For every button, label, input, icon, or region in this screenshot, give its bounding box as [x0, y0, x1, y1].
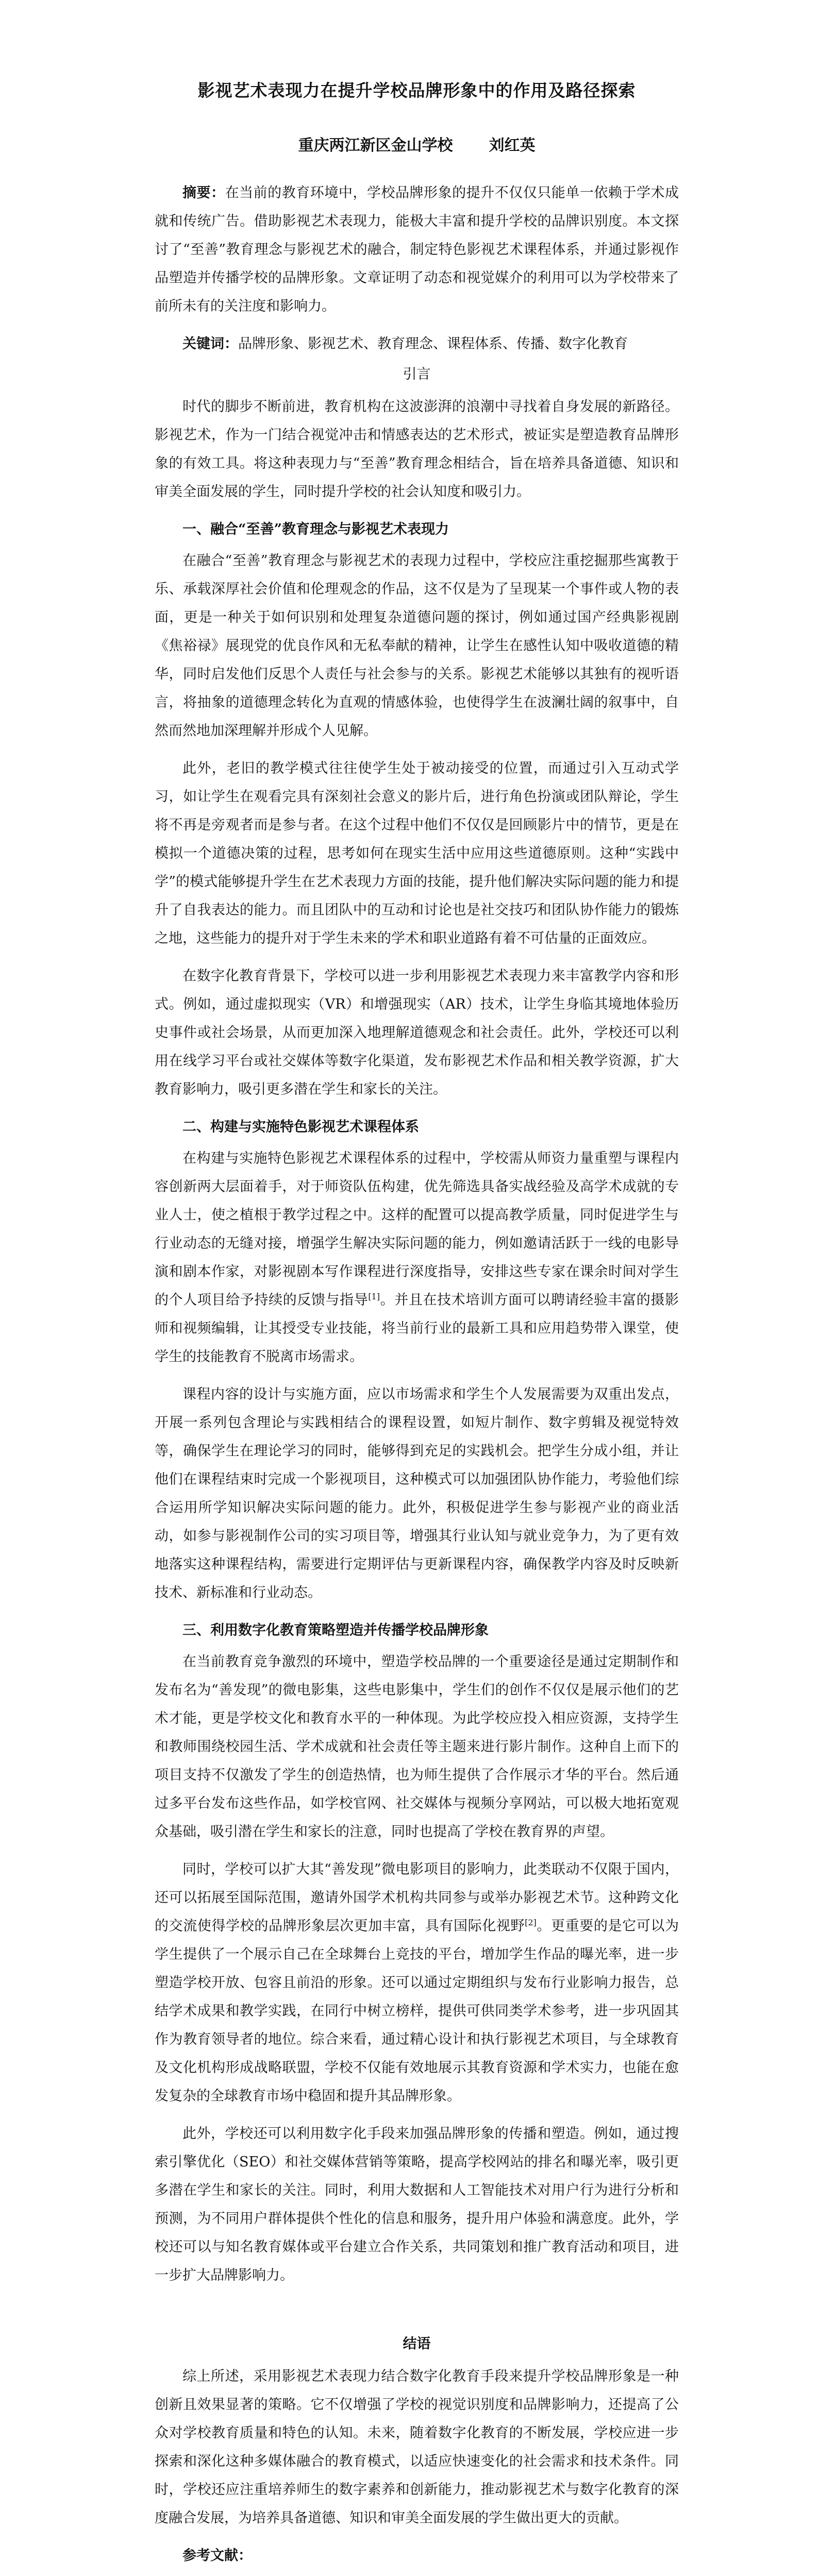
- intro-paragraph: 时代的脚步不断前进，教育机构在这波澎湃的浪潮中寻找着自身发展的新路径。影视艺术，作为一门结合视觉冲击和情感表达的艺术形式，被证实是塑造教育品牌形象的有效工具。将这种表现力与“至善”教育理念相结合，旨在培养具备道德、知识和审美全面发展的学生，同时提升学校的社会认知度和吸引力。: [155, 399, 679, 500]
- keywords-text: 品牌形象、影视艺术、教育理念、课程体系、传播、数字化教育: [238, 336, 628, 352]
- author-byline: [155, 132, 679, 155]
- section-1-paragraph-2: 此外，老旧的教学模式往往使学生处于被动接受的位置，而通过引入互动式学习，如让学生在观看完具有深刻社会意义的影片后，进行角色扮演或团队辩论，学生将不再是旁观者而是参与者。在这个过程中他们不仅仅是回顾影片中的情节，更是在模拟一个道德决策的过程，思考如何在现实生活中应用这些道德原则。这种“实践中学”的模式能够提升学生在艺术表现力方面的技能，提升他们解决实际问题的能力和提升了自我表达的能力。而且团队中的互动和讨论也是社交技巧和团队协作能力的锻炼之地，这些能力的提升对于学生未来的学术和职业道路有着不可估量的正面效应。: [155, 760, 679, 946]
- section-3-paragraph-2-text: 同时，学校可以扩大其“善发现”微电影项目的影响力，此类联动不仅限于国内，还可以拓展至国际范围，邀请外国学术机构共同参与或举办影视艺术节。这种跨文化的交流使得学校的品牌形象层次更加丰富，具有国际化视野: [155, 1861, 679, 1934]
- section-3-paragraph-2: [155, 1855, 679, 2110]
- section-2-paragraph-1-tail: 。并且在技术培训方面可以聘请经验丰富的摄影师和视频编辑，让其授受专业技能，将当前行业的最新工具和应用趋势带入课堂，使学生的技能教育不脱离市场需求。: [155, 1292, 679, 1365]
- author-name: 刘红英: [489, 137, 536, 155]
- intro-heading: 引言: [403, 366, 431, 382]
- section-3-heading: 三、利用数字化教育策略塑造并传播学校品牌形象: [182, 1622, 489, 1638]
- section-2-heading: 二、构建与实施特色影视艺术课程体系: [182, 1119, 419, 1135]
- conclusion-heading: 结语: [403, 2336, 431, 2352]
- section-3-paragraph-1: 在当前教育竞争激烈的环境中，塑造学校品牌的一个重要途径是通过定期制作和发布名为“善发现”的微电影集，这些电影集中，学生们的创作不仅仅是展示他们的艺术才能，更是学校文化和教育水平的一种体现。为此学校应投入相应资源，支持学生和教师围绕校园生活、学术成就和社会责任等主题来进行影片制作。这种自上而下的项目支持不仅激发了学生的创造热情，也为师生提供了合作展示才华的平台。然后通过多平台发布这些作品，如学校官网、社交媒体与视频分享网站，可以极大地拓宽观众基础，吸引潜在学生和家长的注意，同时也提高了学校在教育界的声望。: [155, 1654, 679, 1840]
- section-2-paragraph-1: [155, 1144, 679, 1371]
- section-3-paragraph-3: 此外，学校还可以利用数字化手段来加强品牌形象的传播和塑造。例如，通过搜索引擎优化（SEO）和社交媒体营销等策略，提高学校网站的排名和曝光率，吸引更多潜在学生和家长的关注。同时，利用大数据和人工智能技术对用户行为进行分析和预测，为不同用户群体提供个性化的信息和服务，提升用户体验和满意度。此外，学校还可以与知名教育媒体或平台建立合作关系，共同策划和推广教育活动和项目，进一步扩大品牌影响力。: [155, 2126, 679, 2283]
- keywords-paragraph: [155, 330, 679, 358]
- references-heading: 参考文献：: [182, 2548, 252, 2564]
- abstract-label: 摘要：: [182, 185, 225, 201]
- section-2-paragraph-2: 课程内容的设计与实施方面，应以市场需求和学生个人发展需要为双重出发点，开展一系列包含理论与实践相结合的课程设置，如短片制作、数字剪辑及视觉特效等，确保学生在理论学习的同时，能够得到充足的实践机会。把学生分成小组，并让他们在课程结束时完成一个影视项目，这种模式可以加强团队协作能力，考验他们综合运用所学知识解决实际问题的能力。此外，积极促进学生参与影视产业的商业活动，如参与影视制作公司的实习项目等，增强其行业认知与就业竞争力，为了更有效地落实这种课程结构，需要进行定期评估与更新课程内容，确保教学内容及时反映新技术、新标准和行业动态。: [155, 1386, 679, 1601]
- author-affiliation: 重庆两江新区金山学校: [298, 137, 453, 155]
- conclusion-paragraph: 综上所述，采用影视艺术表现力结合数字化教育手段来提升学校品牌形象是一种创新且效果显著的策略。它不仅增强了学校的视觉识别度和品牌影响力，还提高了公众对学校教育质量和特色的认知。未来，随着数字化教育的不断发展，学校应进一步探索和深化这种多媒体融合的教育模式，以适应快速变化的社会需求和技术条件。同时，学校还应注重培养师生的数字素养和创新能力，推动影视艺术与数字化教育的深度融合发展，为培养具备道德、知识和审美全面发展的学生做出更大的贡献。: [155, 2368, 679, 2526]
- spacer: [155, 2299, 679, 2330]
- section-1-paragraph-3: 在数字化教育背景下，学校可以进一步利用影视艺术表现力来丰富教学内容和形式。例如，通过虚拟现实（VR）和增强现实（AR）技术，让学生身临其境地体验历史事件或社会场景，从而更加深入地理解道德观念和社会责任。此外，学校还可以利用在线学习平台或社交媒体等数字化渠道，发布影视艺术作品和相关教学资源，扩大教育影响力，吸引更多潜在学生和家长的关注。: [155, 968, 679, 1097]
- abstract-paragraph: [155, 179, 679, 320]
- paper-title: 影视艺术表现力在提升学校品牌形象中的作用及路径探索: [197, 80, 636, 100]
- section-3-paragraph-2-tail: 。更重要的是它可以为学生提供了一个展示自己在全球舞台上竞技的平台，增加学生作品的曝光率，进一步塑造学校开放、包容且前沿的形象。还可以通过定期组织与发布行业影响力报告，总结学术成果和教学实践，在同行中树立榜样，提供可供同类学术参考，进一步巩固其作为教育领导者的地位。综合来看，通过精心设计和执行影视艺术项目，与全球教育及文化机构形成战略联盟，学校不仅能有效地展示其教育资源和学术实力，也能在愈发复杂的全球教育市场中稳固和提升其品牌形象。: [155, 1918, 679, 2104]
- keywords-label: 关键词：: [182, 336, 238, 352]
- citation-1: [1]: [368, 1292, 380, 1301]
- reference-item-1: [155, 2573, 679, 2576]
- abstract-text: 在当前的教育环境中，学校品牌形象的提升不仅仅只能单一依赖于学术成就和传统广告。借助影视艺术表现力，能极大丰富和提升学校的品牌识别度。本文探讨了“至善”教育理念与影视艺术的融合，制定特色影视艺术课程体系，并通过影视作品塑造并传播学校的品牌形象。文章证明了动态和视觉媒介的利用可以为学校带来了前所未有的关注度和影响力。: [155, 185, 679, 314]
- citation-2: [2]: [525, 1918, 537, 1927]
- section-1-heading: 一、融合“至善”教育理念与影视艺术表现力: [182, 521, 449, 537]
- section-2-paragraph-1-text: 在构建与实施特色影视艺术课程体系的过程中，学校需从师资力量重塑与课程内容创新两大层面着手，对于师资队伍构建，优先筛选具备实战经验及高学术成就的专业人士，使之植根于教学过程之中。这样的配置可以提高教学质量，同时促进学生与行业动态的无缝对接，增强学生解决实际问题的能力，例如邀请活跃于一线的电影导演和剧本作家，对影视剧本写作课程进行深度指导，安排这些专家在课余时间对学生的个人项目给予持续的反馈与指导: [155, 1150, 679, 1308]
- section-1-paragraph-1: 在融合“至善”教育理念与影视艺术的表现力过程中，学校应注重挖掘那些寓教于乐、承载深厚社会价值和伦理观念的作品，这不仅是为了呈现某一个事件或人物的表面，更是一种关于如何识别和处理复杂道德问题的探讨，例如通过国产经典影视剧《焦裕禄》展现党的优良作风和无私奉献的精神，让学生在感性认知中吸收道德的精华，同时启发他们反思个人责任与社会参与的关系。影视艺术能够以其独有的视听语言，将抽象的道德理念转化为直观的情感体验，也使得学生在波澜壮阔的叙事中，自然而然地加深理解并形成个人见解。: [155, 553, 679, 739]
